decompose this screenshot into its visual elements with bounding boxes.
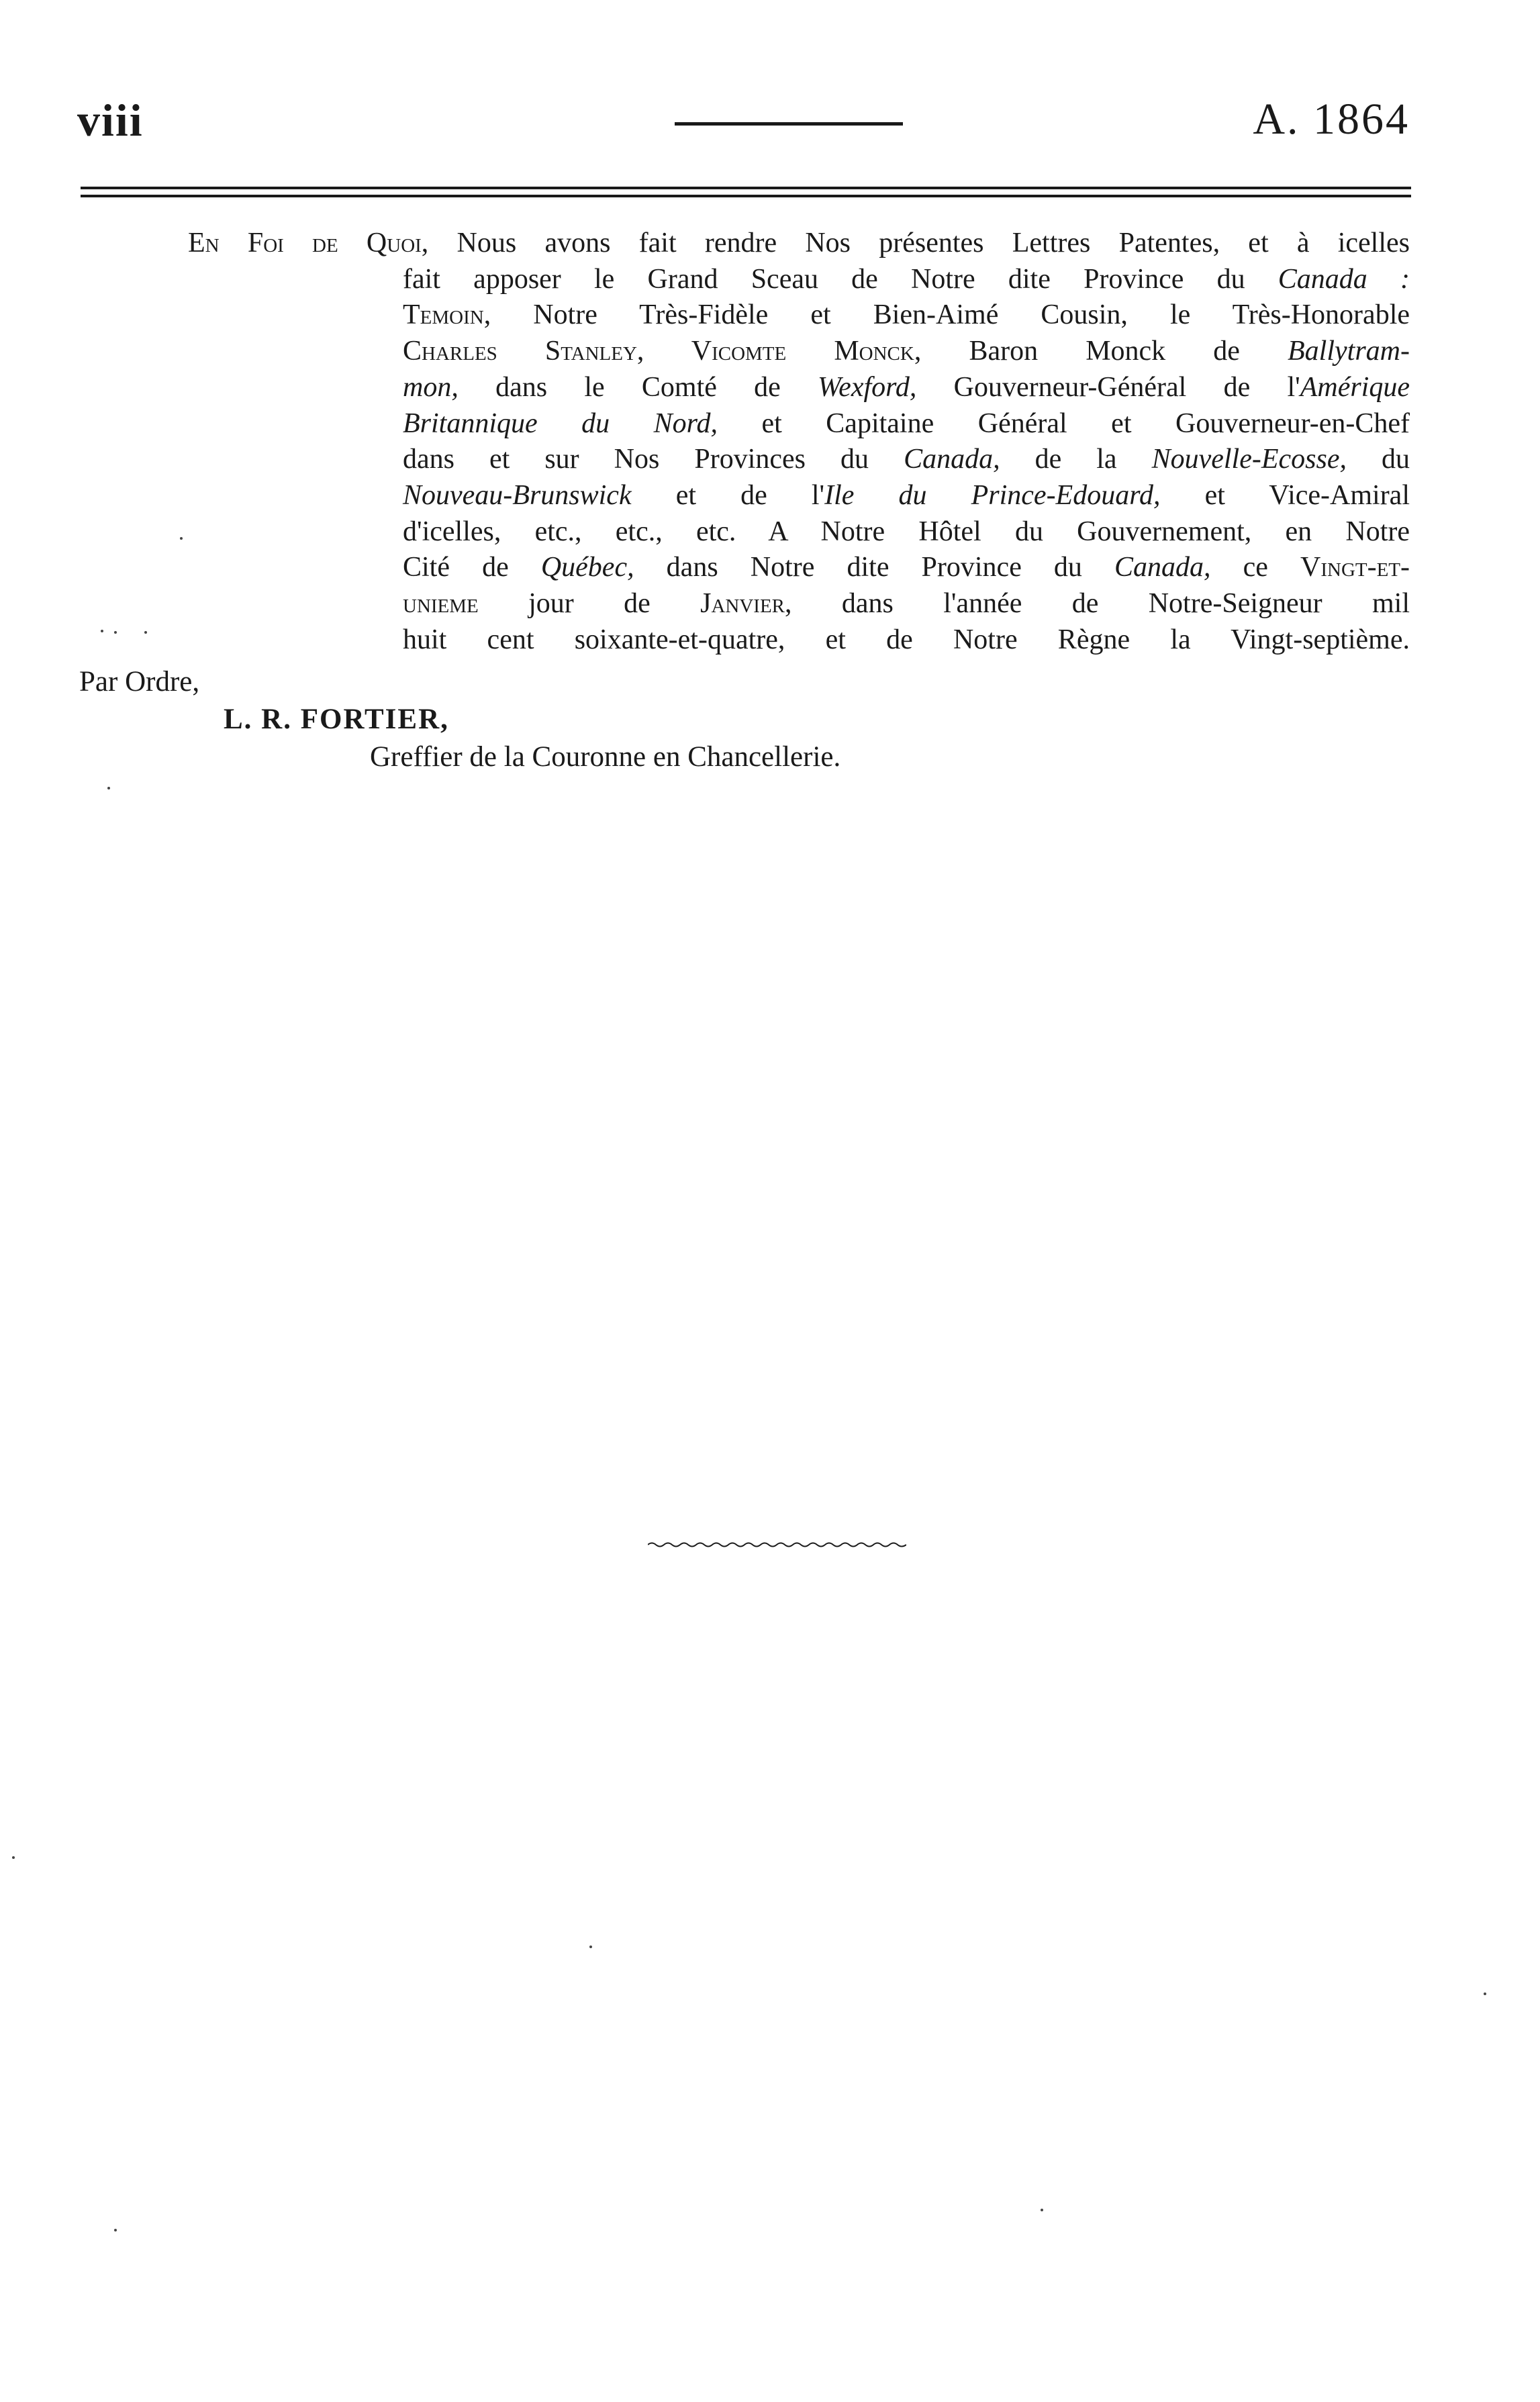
- attestation-line: Britannique du Nord, et Capitaine Général et Gouverneur-en-Chef: [403, 407, 1410, 439]
- print-speck: [180, 537, 183, 540]
- attestation-clause: [188, 226, 1410, 658]
- attestation-line: Temoin, Notre Très-Fidèle et Bien-Aimé Cousin, le Très-Honorable: [403, 299, 1410, 331]
- by-order-line: Par Ordre,: [79, 666, 200, 698]
- page-header: [77, 81, 1420, 154]
- attestation-line: unieme jour de Janvier, dans l'année de Notre-Seigneur mil: [403, 588, 1410, 620]
- attestation-line: Cité de Québec, dans Notre dite Province du Canada, ce Vingt-et-: [403, 552, 1410, 583]
- print-speck: [107, 787, 110, 789]
- attestation-line: En Foi de Quoi, Nous avons fait rendre Nos présentes Lettres Patentes, et à icelles: [188, 228, 1410, 258]
- end-ornament-wavy-rule: [648, 1541, 906, 1549]
- print-speck: [12, 1856, 15, 1859]
- print-speck: [1484, 1992, 1486, 1995]
- print-speck: [114, 631, 117, 634]
- attestation-paragraph: [188, 226, 1410, 658]
- attestation-line: dans et sur Nos Provinces du Canada, de la Nouvelle-Ecosse, du: [403, 444, 1410, 475]
- attestation-line: huit cent soixante-et-quatre, et de Notre Règne la Vingt-septième.: [403, 624, 1410, 655]
- running-head-year: A. 1864: [1253, 95, 1410, 144]
- attestation-line: d'icelles, etc., etc., etc. A Notre Hôtel du Gouvernement, en Notre: [403, 516, 1410, 547]
- attestation-line: mon, dans le Comté de Wexford, Gouverneur-Général de l'Amérique: [403, 371, 1410, 403]
- attestation-line: Charles Stanley, Vicomte Monck, Baron Monck de Ballytram-: [403, 336, 1410, 367]
- print-speck: [144, 631, 147, 634]
- signature-block: [79, 663, 840, 776]
- print-speck: [101, 630, 103, 632]
- signatory-title: Greffier de la Couronne en Chancellerie.: [370, 741, 841, 773]
- attestation-lead: En Foi de Quoi,: [188, 228, 429, 258]
- print-speck: [589, 1945, 592, 1948]
- attestation-line: fait apposer le Grand Sceau de Notre dite Province du Canada :: [403, 263, 1410, 295]
- header-dash: [675, 122, 903, 126]
- print-speck: [114, 2229, 117, 2231]
- page-number: viii: [77, 95, 144, 146]
- header-rule-bottom: [81, 195, 1411, 197]
- attestation-line: Nouveau-Brunswick et de l'Ile du Prince-Edouard, et Vice-Amiral: [403, 479, 1410, 511]
- signatory-name: L. R. FORTIER,: [224, 704, 449, 735]
- print-speck: [1041, 2209, 1043, 2211]
- header-rule-top: [81, 187, 1411, 189]
